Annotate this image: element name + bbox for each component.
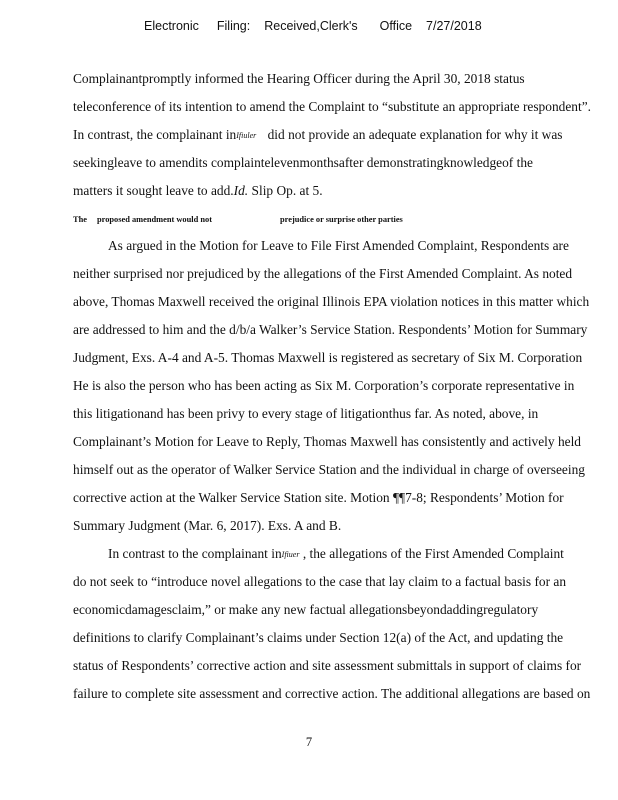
para2-line-2: neither surprised nor prejudiced by the allegations of the First Amended Complaint. As noted <box>73 266 573 281</box>
case-name-fuller: Ifiuler <box>236 131 257 140</box>
para1-line-1: Complainantpromptly informed the Hearing Officer during the April 30, 2018 status <box>73 71 525 86</box>
heading-part-3: prejudice or surprise other parties <box>280 215 403 224</box>
para2-line-5: Judgment, Exs. A-4 and A-5. Thomas Maxwell is registered as secretary of Six M. Corporation <box>73 350 583 365</box>
case-name-fuller-2: Ifiuer <box>281 550 300 559</box>
para3-line-5: status of Respondents’ corrective action and site assessment submittals in support of claims for <box>73 658 582 673</box>
para2-line-9: himself out as the operator of Walker Service Station and the individual in charge of overseeing <box>73 462 585 477</box>
header-electronic: Electronic <box>144 19 199 33</box>
filing-stamp-header <box>144 19 482 33</box>
case-citation-id: Id. <box>233 183 249 198</box>
header-received: Received,Clerk's <box>264 19 358 33</box>
para2-line-3: above, Thomas Maxwell received the original Illinois EPA violation notices in this matter which <box>73 294 590 309</box>
para3-line-4: definitions to clarify Complainant’s claims under Section 12(a) of the Act, and updating the <box>73 630 564 645</box>
para2-line-1: As argued in the Motion for Leave to File First Amended Complaint, Respondents are <box>108 238 569 253</box>
para2-line-6: He is also the person who has been acting as Six M. Corporation’s corporate representative in <box>73 378 575 393</box>
para1-line-4: seekingleave to amendits complaintelevenmonthsafter demonstratingknowledgeof the <box>73 155 533 170</box>
para3-line-1 <box>108 546 564 562</box>
para2-line-8: Complainant’s Motion for Leave to Reply, Thomas Maxwell has consistently and actively held <box>73 434 581 449</box>
para1-line-3 <box>73 127 563 143</box>
para3-line-6: failure to complete site assessment and corrective action. The additional allegations are based on <box>73 686 591 701</box>
page-number: 7 <box>305 735 313 749</box>
para1-line-5-text-b: Slip Op. at 5. <box>251 183 323 198</box>
header-office: Office <box>379 19 413 33</box>
section-heading <box>73 215 403 224</box>
para1-line-5 <box>73 183 323 199</box>
para1-line-5-text-a: matters it sought leave to add. <box>73 183 234 198</box>
para3-line-2: do not seek to “introduce novel allegations to the case that lay claim to a factual basis for an <box>73 574 567 589</box>
para3-line-1-text-b: , the allegations of the First Amended Complaint <box>302 546 564 561</box>
heading-part-1: The <box>73 215 87 224</box>
para2-line-4: are addressed to him and the d/b/a Walker’s Service Station. Respondents’ Motion for Summary <box>73 322 588 337</box>
header-filing: Filing: <box>216 19 251 33</box>
para2-line-7: this litigationand has been privy to every stage of litigationthus far. As noted, above, in <box>73 406 539 421</box>
para1-line-3-text-b: did not provide an adequate explanation for why it was <box>267 127 563 142</box>
para3-line-1-text-a: In contrast to the complainant in <box>108 546 282 561</box>
para3-line-3: economicdamagesclaim,” or make any new factual allegationsbeyondaddingregulatory <box>73 602 539 617</box>
para1-line-3-text-a: In contrast, the complainant in <box>73 127 237 142</box>
header-date: 7/27/2018 <box>426 19 482 33</box>
para2-line-11: Summary Judgment (Mar. 6, 2017). Exs. A and B. <box>73 518 342 533</box>
para1-line-2: teleconference of its intention to amend the Complaint to “substitute an appropriate respondent”. <box>73 99 591 114</box>
heading-part-2: proposed amendment would not <box>96 215 212 224</box>
para2-line-10: corrective action at the Walker Service Station site. Motion ¶¶7-8; Respondents’ Motion for <box>73 490 564 505</box>
